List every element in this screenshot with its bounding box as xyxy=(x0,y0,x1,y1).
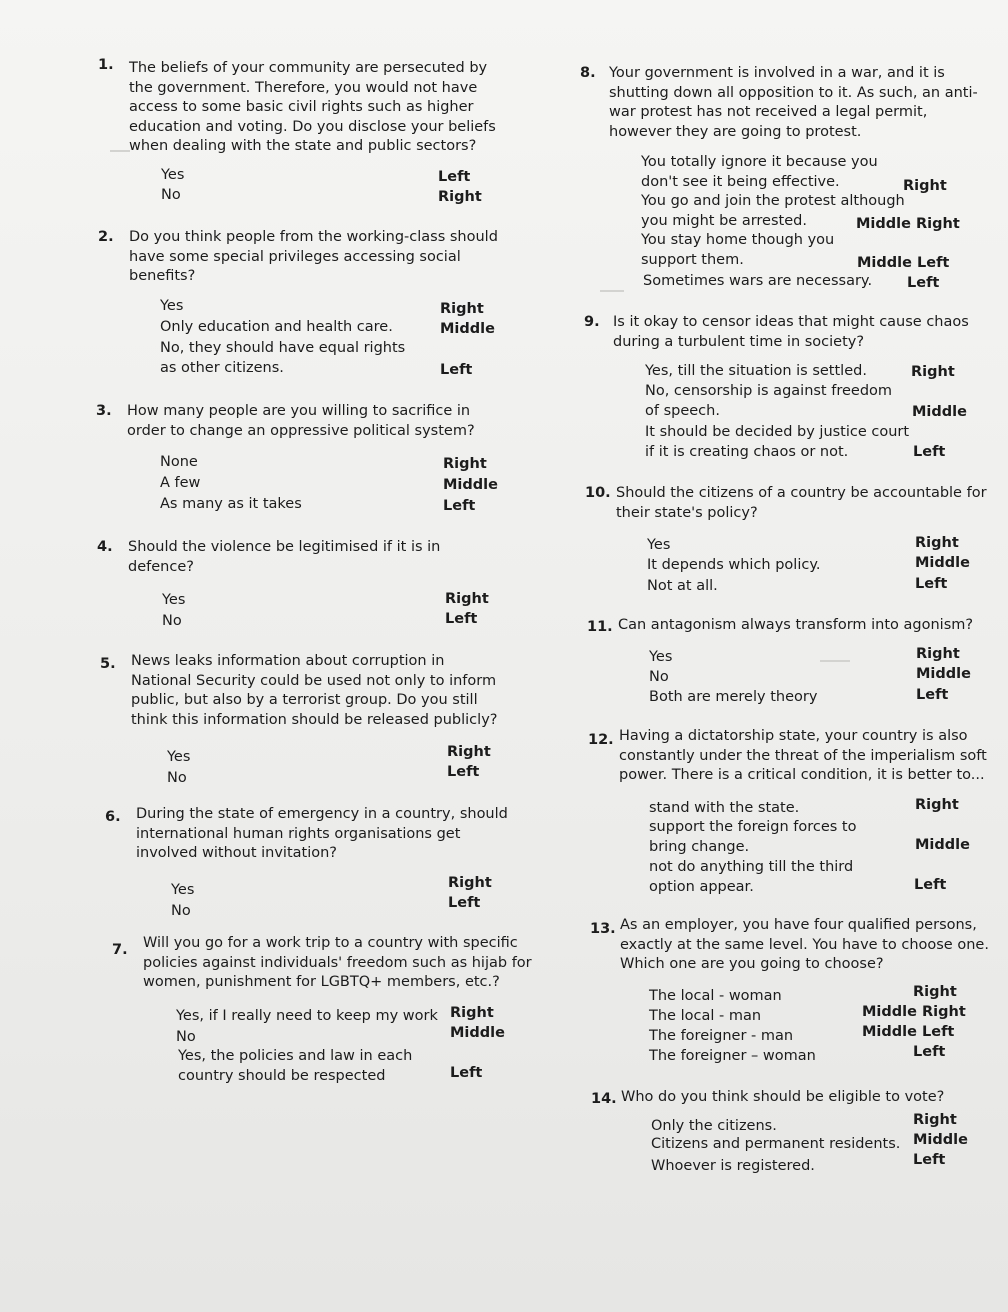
option-tag: Right xyxy=(448,875,492,891)
option-label: No xyxy=(167,770,187,786)
option-label: No, they should have equal rights as other citizens. xyxy=(160,340,406,376)
question-text: Do you think people from the working-class should have some special privileges accessing social benefits? xyxy=(129,229,498,284)
option-tag: Middle xyxy=(913,1132,968,1148)
option-label: Sometimes wars are necessary. xyxy=(643,273,873,289)
question-number: 5. xyxy=(100,656,116,672)
option-tag: Middle xyxy=(912,404,967,420)
question-text: Having a dictatorship state, your country is also constantly under the threat of the imperialism soft power. There is a critical condition, it is better to... xyxy=(619,728,987,783)
option-label: stand with the state. xyxy=(649,800,800,816)
bleed-through-mark xyxy=(600,290,624,292)
option-label: It should be decided by justice court if it is creating chaos or not. xyxy=(645,424,910,460)
option-label: Yes, till the situation is settled. xyxy=(645,363,867,379)
option-label: Yes xyxy=(162,592,186,608)
question-text: As an employer, you have four qualified persons, exactly at the same level. You have to choose one. Which one are you going to choose? xyxy=(620,917,989,972)
option-label: not do anything till the third option appear. xyxy=(649,859,854,895)
option-tag: Right xyxy=(913,984,957,1000)
option-tag: Left xyxy=(913,1152,946,1168)
option-tag: Left xyxy=(448,895,481,911)
option-label: Yes, if I really need to keep my work xyxy=(176,1008,438,1024)
bleed-through-mark xyxy=(110,150,130,152)
option-tag: Left xyxy=(447,764,480,780)
question-number: 1. xyxy=(98,57,114,73)
question-text: Can antagonism always transform into agonism? xyxy=(618,617,974,633)
option-label: Yes, the policies and law in each country should be respected xyxy=(178,1048,413,1084)
bleed-through-mark xyxy=(820,660,850,662)
option-tag: Right xyxy=(915,535,959,551)
option-label: No xyxy=(649,669,669,685)
option-label: The local - man xyxy=(649,1008,762,1024)
question-number: 9. xyxy=(584,314,600,330)
option-label: Yes xyxy=(647,537,671,553)
question-text: Your government is involved in a war, and it is shutting down all opposition to it. As such, an anti- war protest has not received a legal permit, however they are going to protest. xyxy=(609,65,978,140)
option-label: Both are merely theory xyxy=(649,689,818,705)
option-tag: Left xyxy=(440,362,473,378)
option-tag: Middle xyxy=(450,1025,505,1041)
question-text: Should the citizens of a country be accountable for their state's policy? xyxy=(616,485,987,521)
option-label: Yes xyxy=(160,298,184,314)
option-label: You totally ignore it because you don't see it being effective. xyxy=(641,154,878,190)
question-text: During the state of emergency in a country, should international human rights organisations get involved without invitation? xyxy=(136,806,508,861)
option-label: As many as it takes xyxy=(160,496,302,512)
question-text: Who do you think should be eligible to vote? xyxy=(621,1089,945,1105)
option-label: Only the citizens. xyxy=(651,1118,777,1134)
question-number: 2. xyxy=(98,229,114,245)
option-tag: Right xyxy=(445,591,489,607)
question-number: 12. xyxy=(588,732,614,748)
question-text: Is it okay to censor ideas that might cause chaos during a turbulent time in society? xyxy=(613,314,969,350)
option-tag: Middle Right xyxy=(862,1004,966,1020)
question-number: 6. xyxy=(105,809,121,825)
option-tag: Middle Left xyxy=(862,1024,955,1040)
option-label: Whoever is registered. xyxy=(651,1158,815,1174)
option-label: No, censorship is against freedom of speech. xyxy=(645,383,893,419)
option-tag: Right xyxy=(440,301,484,317)
question-text: Should the violence be legitimised if it is in defence? xyxy=(128,539,441,575)
option-label: A few xyxy=(160,475,201,491)
question-text: The beliefs of your community are persecuted by the government. Therefore, you would not have access to some basic civil rights such as higher education and voting. Do you disclose your beliefs when dealing with the state and public sectors? xyxy=(129,60,496,154)
option-label: No xyxy=(162,613,182,629)
option-tag: Left xyxy=(443,498,476,514)
option-label: You go and join the protest although you might be arrested. xyxy=(641,193,905,229)
option-tag: Right xyxy=(447,744,491,760)
option-label: Yes xyxy=(161,167,185,183)
question-text: News leaks information about corruption in National Security could be used not only to inform public, but also by a terrorist group. Do you still think this information should be released publicly? xyxy=(131,653,498,728)
option-tag: Middle xyxy=(443,477,498,493)
option-tag: Middle Left xyxy=(857,255,950,271)
option-tag: Left xyxy=(450,1065,483,1081)
option-label: None xyxy=(160,454,198,470)
option-tag: Left xyxy=(913,444,946,460)
question-number: 14. xyxy=(591,1091,617,1107)
option-tag: Left xyxy=(914,877,947,893)
option-tag: Right xyxy=(903,178,947,194)
question-number: 13. xyxy=(590,921,616,937)
option-label: The foreigner - man xyxy=(649,1028,794,1044)
option-label: Only education and health care. xyxy=(160,319,393,335)
option-tag: Right xyxy=(916,646,960,662)
question-text: Will you go for a work trip to a country with specific policies against individuals' freedom such as hijab for women, punishment for LGBTQ+ members, etc.? xyxy=(143,935,532,990)
option-tag: Right xyxy=(438,189,482,205)
option-label: No xyxy=(171,903,191,919)
option-label: No xyxy=(176,1029,196,1045)
option-label: Yes xyxy=(171,882,195,898)
option-tag: Middle Right xyxy=(856,216,960,232)
question-number: 7. xyxy=(112,942,128,958)
option-label: Citizens and permanent residents. xyxy=(651,1136,901,1152)
option-label: You stay home though you support them. xyxy=(641,232,835,268)
option-label: No xyxy=(161,187,181,203)
option-label: The local - woman xyxy=(649,988,782,1004)
option-tag: Middle xyxy=(915,555,970,571)
option-label: Not at all. xyxy=(647,578,718,594)
option-tag: Left xyxy=(907,275,940,291)
option-tag: Left xyxy=(916,687,949,703)
option-tag: Left xyxy=(915,576,948,592)
option-tag: Left xyxy=(445,611,478,627)
option-label: support the foreign forces to bring change. xyxy=(649,819,857,855)
option-tag: Right xyxy=(450,1005,494,1021)
question-number: 8. xyxy=(580,65,596,81)
option-label: The foreigner – woman xyxy=(649,1048,816,1064)
option-tag: Right xyxy=(443,456,487,472)
option-tag: Middle xyxy=(916,666,971,682)
option-tag: Right xyxy=(915,797,959,813)
question-text: How many people are you willing to sacrifice in order to change an oppressive political system? xyxy=(127,403,475,439)
option-label: Yes xyxy=(167,749,191,765)
question-number: 10. xyxy=(585,485,611,501)
option-tag: Middle xyxy=(915,837,970,853)
option-tag: Right xyxy=(913,1112,957,1128)
option-tag: Middle xyxy=(440,321,495,337)
option-label: Yes xyxy=(649,649,673,665)
question-number: 11. xyxy=(587,619,613,635)
option-tag: Left xyxy=(438,169,471,185)
option-tag: Left xyxy=(913,1044,946,1060)
question-number: 3. xyxy=(96,403,112,419)
option-tag: Right xyxy=(911,364,955,380)
question-number: 4. xyxy=(97,539,113,555)
option-label: It depends which policy. xyxy=(647,557,821,573)
